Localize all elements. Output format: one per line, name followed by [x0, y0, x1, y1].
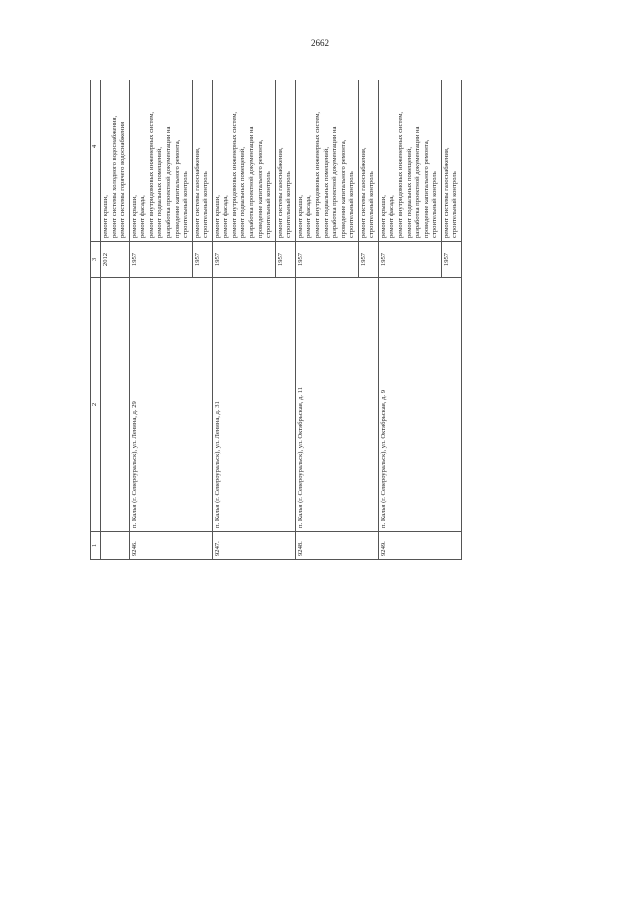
work-item: проведение капитального ремонта, [339, 139, 347, 238]
table-row [129, 80, 192, 560]
work-item: ремонт фасада, [305, 195, 313, 238]
table-row [101, 80, 130, 560]
address-cell: п. Калья (г. Североуральск), ул. Октябрьская, д. 11 [295, 278, 378, 532]
work-item: проведение капитального ремонта, [173, 139, 181, 238]
table-row [212, 80, 275, 560]
work-item: ремонт подвальных помещений, [322, 147, 330, 238]
work-item: строительный контроль [451, 171, 459, 238]
header-col-1: 1 [91, 532, 101, 560]
page-number: 2662 [311, 38, 329, 48]
works-cell [378, 80, 441, 242]
works-cell [275, 80, 295, 242]
row-number: 9246. [129, 532, 212, 560]
year-cell: 1957 [441, 242, 461, 278]
work-item: ремонт внутридомовых инженерных систем, [397, 111, 404, 238]
work-item: ремонт системы холодного водоснабжения, [110, 115, 118, 238]
works-cell [295, 80, 358, 242]
work-item: ремонт крыши, [296, 195, 304, 238]
work-item: разработка проектной документации на [331, 126, 339, 238]
work-item: строительный контроль [202, 171, 210, 238]
work-item: ремонт системы газоснабжения, [276, 147, 284, 238]
header-col-4: 4 [91, 80, 101, 242]
work-item: ремонт подвальных помещений, [405, 147, 413, 238]
works-cell [441, 80, 461, 242]
work-item: строительный контроль [368, 171, 376, 238]
works-cell [192, 80, 212, 242]
year-cell: 1957 [129, 242, 192, 278]
work-item: ремонт крыши, [379, 195, 387, 238]
year-cell: 1957 [378, 242, 441, 278]
works-cell [358, 80, 378, 242]
year-cell: 1957 [358, 242, 378, 278]
work-item: строительный контроль [265, 171, 273, 238]
table-row [295, 80, 358, 560]
work-item: ремонт крыши, [213, 195, 221, 238]
work-item: строительный контроль [348, 171, 356, 238]
address-cell: п. Калья (г. Североуральск), ул. Ленина, д. 29 [129, 278, 212, 532]
work-item: разработка проектной документации на [248, 126, 255, 238]
work-item: ремонт фасада, [139, 195, 147, 238]
row-number: 9248. [295, 532, 378, 560]
work-item: ремонт крыши, [102, 195, 109, 238]
year-cell: 1957 [212, 242, 275, 278]
work-item: ремонт фасада, [388, 195, 396, 238]
work-item: ремонт системы газоснабжения, [193, 147, 201, 238]
work-item: ремонт подвальных помещений, [156, 147, 164, 238]
work-item: разработка проектной документации на [164, 126, 172, 238]
work-item: строительный контроль [285, 171, 293, 238]
rotated-page-content [90, 80, 570, 560]
work-item: проведение капитального ремонта, [422, 139, 430, 238]
work-item: ремонт фасада, [222, 195, 230, 238]
table-body [101, 80, 462, 560]
row-number: 9247. [212, 532, 295, 560]
work-item: ремонт крыши, [130, 195, 138, 238]
work-item: разработка проектной документации на [414, 126, 422, 238]
header-row [91, 80, 101, 560]
works-cell [129, 80, 192, 242]
work-item: строительный контроль [431, 171, 439, 238]
work-item: ремонт внутридомовых инженерных систем, [230, 111, 238, 238]
table-row [378, 80, 441, 560]
work-item: строительный контроль [182, 171, 190, 238]
year-cell: 1957 [192, 242, 212, 278]
header-col-2: 2 [91, 278, 101, 532]
table-viewport [90, 80, 570, 885]
work-item: ремонт внутридомовых инженерных систем, [313, 111, 321, 238]
address-cell: п. Калья (г. Североуральск), ул. Ленина, д. 31 [212, 278, 295, 532]
year-cell: 1957 [275, 242, 295, 278]
year-cell: 1957 [295, 242, 358, 278]
row-number: 9249. [378, 532, 461, 560]
repair-schedule-table [90, 80, 462, 560]
work-item: ремонт системы газоснабжения, [442, 147, 450, 238]
works-cell [101, 80, 130, 242]
work-item: ремонт системы горячего водоснабжения [119, 121, 127, 238]
address-cell [101, 278, 130, 532]
year-cell: 2012 [101, 242, 130, 278]
works-cell [212, 80, 275, 242]
work-item: проведение капитального ремонта, [256, 139, 264, 238]
work-item: ремонт подвальных помещений, [239, 147, 247, 238]
header-col-3: 3 [91, 242, 101, 278]
work-item: ремонт внутридомовых инженерных систем, [147, 111, 155, 238]
row-number [101, 532, 130, 560]
address-cell: п. Калья (г. Североуральск), ул. Октябрьская, д. 9 [378, 278, 461, 532]
work-item: ремонт системы газоснабжения, [359, 147, 367, 238]
